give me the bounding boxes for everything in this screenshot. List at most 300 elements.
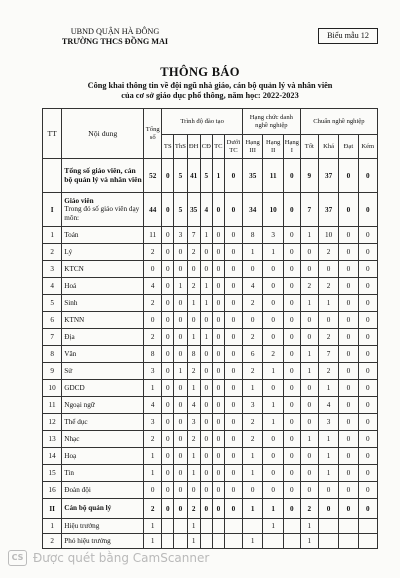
cell-tc: 0	[212, 397, 224, 414]
cell-total: 2	[144, 295, 162, 312]
cell-kha: 0	[318, 312, 338, 329]
cell-dat: 0	[339, 312, 358, 329]
cell-h3: 1	[242, 465, 262, 482]
cell-ts	[162, 534, 174, 549]
table-row	[43, 414, 378, 431]
cell-tot: 1	[300, 431, 318, 448]
cell-tot: 2	[300, 278, 318, 295]
row-label: Nhạc	[62, 431, 144, 448]
cell-dh: 2	[187, 278, 200, 295]
cell-total: 4	[144, 397, 162, 414]
cell-dat: 0	[339, 448, 358, 465]
row-label: KTNN	[62, 312, 144, 329]
cell-tc: 0	[212, 227, 224, 244]
cell-h2: 0	[263, 448, 283, 465]
cell-duoi: 0	[224, 295, 242, 312]
cell-duoi: 0	[224, 312, 242, 329]
cell-h3: 0	[242, 261, 262, 278]
cell-kem: 0	[358, 448, 377, 465]
cell-tot: 1	[300, 534, 318, 549]
cell-total: 1	[144, 519, 162, 534]
cell-total: 0	[144, 261, 162, 278]
row-tt: 9	[43, 363, 62, 380]
cell-tot: 1	[300, 519, 318, 534]
cell-h1	[283, 534, 300, 549]
cell-h1: 0	[283, 431, 300, 448]
cell-tc: 0	[212, 346, 224, 363]
cell-dat: 0	[339, 329, 358, 346]
cell-h2: 3	[263, 227, 283, 244]
cell-h2: 10	[263, 193, 283, 227]
cell-kem: 0	[358, 278, 377, 295]
header-training: Trình độ đào tạo	[162, 109, 243, 135]
cell-h2: 0	[263, 278, 283, 295]
cell-h1: 0	[283, 363, 300, 380]
cell-dat: 0	[339, 380, 358, 397]
cell-h1: 0	[283, 448, 300, 465]
cell-h1: 0	[283, 465, 300, 482]
cell-dh: 1	[187, 448, 200, 465]
row-tt: 2	[43, 244, 62, 261]
row-label-main: Giáo viên	[64, 196, 94, 205]
cell-cd: 1	[200, 227, 212, 244]
row-tt	[43, 159, 62, 193]
cell-h2	[263, 534, 283, 549]
document-subtitle-line1: Công khai thông tin về đội ngũ nhà giáo, cán bộ quản lý và nhân viên	[87, 81, 333, 90]
cell-dh: 3	[187, 414, 200, 431]
cell-cd: 0	[200, 346, 212, 363]
row-label: Sinh	[62, 295, 144, 312]
cell-duoi	[224, 534, 242, 549]
row-label: Sử	[62, 363, 144, 380]
cell-tc: 0	[212, 482, 224, 499]
cell-h1: 0	[283, 414, 300, 431]
cell-duoi: 0	[224, 159, 242, 193]
cell-dh: 0	[187, 482, 200, 499]
cell-h3: 34	[242, 193, 262, 227]
cell-kem: 0	[358, 482, 377, 499]
issuer-school: TRƯỜNG THCS ĐỒNG MAI	[61, 37, 169, 46]
row-label: Đoàn đội	[62, 482, 144, 499]
cell-dat: 0	[339, 227, 358, 244]
cell-dat: 0	[339, 193, 358, 227]
cell-ths: 0	[174, 380, 187, 397]
cell-h2: 0	[263, 380, 283, 397]
cell-tot: 0	[300, 380, 318, 397]
cell-ts: 0	[162, 159, 174, 193]
cell-dh: 2	[187, 363, 200, 380]
cell-kha: 1	[318, 380, 338, 397]
cell-h3: 0	[242, 482, 262, 499]
cell-kha: 1	[318, 448, 338, 465]
table-body	[43, 159, 378, 549]
row-tt: 8	[43, 346, 62, 363]
cell-dat: 0	[339, 159, 358, 193]
cell-h2: 1	[263, 397, 283, 414]
cell-dat	[339, 534, 358, 549]
cell-h2: 0	[263, 431, 283, 448]
cell-dh: 41	[187, 159, 200, 193]
cell-h3: 2	[242, 329, 262, 346]
cell-h3: 4	[242, 278, 262, 295]
cell-total: 8	[144, 346, 162, 363]
cell-tc: 0	[212, 448, 224, 465]
cell-tc	[212, 534, 224, 549]
cell-dat: 0	[339, 346, 358, 363]
row-label: Văn	[62, 346, 144, 363]
cell-kha: 37	[318, 159, 338, 193]
row-tt: 2	[43, 534, 62, 549]
row-label: KTCN	[62, 261, 144, 278]
cell-ts: 0	[162, 431, 174, 448]
table-row	[43, 397, 378, 414]
table-row	[43, 227, 378, 244]
cell-h3	[242, 519, 262, 534]
cell-ts: 0	[162, 295, 174, 312]
cell-h3: 2	[242, 431, 262, 448]
cell-dh: 1	[187, 534, 200, 549]
cell-total: 3	[144, 363, 162, 380]
cell-total: 1	[144, 380, 162, 397]
table-row	[43, 261, 378, 278]
row-label: Ngoại ngữ	[62, 397, 144, 414]
cell-duoi: 0	[224, 363, 242, 380]
cell-ts: 0	[162, 261, 174, 278]
row-tt: 12	[43, 414, 62, 431]
cell-h3: 1	[242, 499, 262, 519]
cell-dat: 0	[339, 295, 358, 312]
staff-table	[42, 108, 378, 549]
cell-kha: 1	[318, 295, 338, 312]
row-label: Hiệu trưởng	[62, 519, 144, 534]
cell-tot: 1	[300, 346, 318, 363]
cell-h3: 2	[242, 363, 262, 380]
cell-duoi: 0	[224, 482, 242, 499]
cell-duoi: 0	[224, 346, 242, 363]
cell-h1: 0	[283, 278, 300, 295]
cell-tot: 0	[300, 465, 318, 482]
cell-duoi: 0	[224, 227, 242, 244]
cell-ths: 0	[174, 346, 187, 363]
cell-duoi: 0	[224, 465, 242, 482]
cell-tot: 0	[300, 261, 318, 278]
cell-dh: 35	[187, 193, 200, 227]
cell-h3: 2	[242, 295, 262, 312]
cell-duoi: 0	[224, 431, 242, 448]
row-tt: I	[43, 193, 62, 227]
cell-kem: 0	[358, 244, 377, 261]
cell-h3: 35	[242, 159, 262, 193]
cell-h2: 1	[263, 499, 283, 519]
cell-kem: 0	[358, 414, 377, 431]
cell-dat: 0	[339, 363, 358, 380]
cell-cd: 1	[200, 295, 212, 312]
cell-cd: 5	[200, 159, 212, 193]
document-subtitle-line2: của cơ sở giáo dục phổ thông, năm học: 2022-2023	[121, 91, 299, 100]
row-tt: 5	[43, 295, 62, 312]
row-label: Phó hiệu trưởng	[62, 534, 144, 549]
table-row	[43, 499, 378, 519]
cell-dat: 0	[339, 482, 358, 499]
form-label-box: Biểu mẫu 12	[318, 28, 378, 44]
cell-tc: 0	[212, 499, 224, 519]
cell-tot: 0	[300, 329, 318, 346]
cell-h1: 0	[283, 380, 300, 397]
cell-ts: 0	[162, 193, 174, 227]
cell-kem: 0	[358, 159, 377, 193]
cell-tc: 0	[212, 431, 224, 448]
header-hang-ii: Hạng II	[263, 135, 283, 159]
row-label	[62, 193, 144, 227]
cell-ths: 0	[174, 482, 187, 499]
cell-kha: 2	[318, 278, 338, 295]
cell-h2: 1	[263, 363, 283, 380]
cell-ts: 0	[162, 465, 174, 482]
cell-tc: 0	[212, 465, 224, 482]
cell-ts: 0	[162, 227, 174, 244]
cell-h2: 0	[263, 295, 283, 312]
table-row	[43, 159, 378, 193]
cell-ths: 0	[174, 448, 187, 465]
cell-ts: 0	[162, 312, 174, 329]
row-tt: 15	[43, 465, 62, 482]
cell-tc: 0	[212, 363, 224, 380]
cell-ths: 1	[174, 363, 187, 380]
header-ts: TS	[162, 135, 174, 159]
cell-kem: 0	[358, 312, 377, 329]
cell-cd: 4	[200, 193, 212, 227]
cell-total: 1	[144, 465, 162, 482]
cell-total: 1	[144, 448, 162, 465]
row-tt: 4	[43, 278, 62, 295]
row-tt: 10	[43, 380, 62, 397]
cell-dat: 0	[339, 397, 358, 414]
cell-h1: 0	[283, 159, 300, 193]
cell-ts	[162, 519, 174, 534]
table-row	[43, 380, 378, 397]
table-row	[43, 244, 378, 261]
row-label: Toán	[62, 227, 144, 244]
cell-cd: 0	[200, 363, 212, 380]
cell-ths: 0	[174, 295, 187, 312]
cell-cd: 0	[200, 465, 212, 482]
cell-duoi: 0	[224, 397, 242, 414]
row-tt: 7	[43, 329, 62, 346]
header-hang-iii: Hạng III	[242, 135, 262, 159]
row-tt: 6	[43, 312, 62, 329]
cell-cd: 0	[200, 397, 212, 414]
scanner-text: Được quét bằng CamScanner	[33, 551, 210, 565]
cell-dh: 1	[187, 519, 200, 534]
cell-cd: 0	[200, 261, 212, 278]
cell-ths: 5	[174, 193, 187, 227]
cell-ts: 0	[162, 397, 174, 414]
cell-cd: 0	[200, 414, 212, 431]
cell-ts: 0	[162, 244, 174, 261]
header-hang-i: Hạng I	[283, 135, 300, 159]
cell-total: 4	[144, 278, 162, 295]
row-tt: 11	[43, 397, 62, 414]
table-row	[43, 346, 378, 363]
cell-dh: 1	[187, 295, 200, 312]
cell-dh: 2	[187, 499, 200, 519]
cell-total: 0	[144, 312, 162, 329]
cell-cd: 0	[200, 448, 212, 465]
cell-ths: 1	[174, 278, 187, 295]
cell-dh: 1	[187, 465, 200, 482]
row-label: Địa	[62, 329, 144, 346]
cell-kem: 0	[358, 295, 377, 312]
cell-tot: 0	[300, 312, 318, 329]
cell-tc: 0	[212, 414, 224, 431]
cell-h3: 2	[242, 414, 262, 431]
cell-kha: 10	[318, 227, 338, 244]
table-row	[43, 312, 378, 329]
cell-h1: 0	[283, 227, 300, 244]
cell-kem: 0	[358, 380, 377, 397]
cell-cd	[200, 534, 212, 549]
cell-dh: 8	[187, 346, 200, 363]
cell-dat: 0	[339, 278, 358, 295]
cell-cd: 0	[200, 380, 212, 397]
cell-h2: 0	[263, 261, 283, 278]
cell-total: 2	[144, 499, 162, 519]
cell-kem: 0	[358, 261, 377, 278]
header-content: Nội dung	[62, 109, 144, 159]
cell-tc: 1	[212, 159, 224, 193]
cell-h2: 1	[263, 244, 283, 261]
cell-kem: 0	[358, 227, 377, 244]
cell-ts: 0	[162, 346, 174, 363]
header-kha: Khá	[318, 135, 338, 159]
cell-h1: 0	[283, 482, 300, 499]
cell-kem: 0	[358, 499, 377, 519]
cell-duoi: 0	[224, 244, 242, 261]
row-label: Hoá	[62, 278, 144, 295]
cell-cd	[200, 519, 212, 534]
cell-total: 2	[144, 244, 162, 261]
table-row	[43, 482, 378, 499]
cell-h2: 11	[263, 159, 283, 193]
cell-tc: 0	[212, 278, 224, 295]
cell-h1: 0	[283, 312, 300, 329]
cell-tc: 0	[212, 329, 224, 346]
cell-h1: 0	[283, 193, 300, 227]
cell-kha: 1	[318, 431, 338, 448]
cell-ths: 0	[174, 329, 187, 346]
cell-total: 0	[144, 482, 162, 499]
table-row	[43, 193, 378, 227]
cell-h1: 0	[283, 329, 300, 346]
cell-ths: 0	[174, 397, 187, 414]
cell-tc: 0	[212, 312, 224, 329]
cell-dh: 0	[187, 261, 200, 278]
cell-total: 11	[144, 227, 162, 244]
cell-ths: 0	[174, 431, 187, 448]
row-label: Tin	[62, 465, 144, 482]
cell-kha: 0	[318, 499, 338, 519]
cell-kha: 4	[318, 397, 338, 414]
cell-kha: 2	[318, 244, 338, 261]
cell-ts: 0	[162, 278, 174, 295]
cell-dh: 2	[187, 244, 200, 261]
row-label-note: Trong đó số giáo viên dạy môn:	[64, 205, 140, 222]
row-tt: 14	[43, 448, 62, 465]
cell-dh: 1	[187, 380, 200, 397]
cell-tot: 7	[300, 193, 318, 227]
row-tt: 1	[43, 519, 62, 534]
header-tc: TC	[212, 135, 224, 159]
issuer-block	[50, 27, 180, 47]
cell-ts: 0	[162, 329, 174, 346]
cell-duoi: 0	[224, 448, 242, 465]
table-row	[43, 465, 378, 482]
cell-ths: 0	[174, 312, 187, 329]
cell-kha: 2	[318, 363, 338, 380]
table-row	[43, 519, 378, 534]
cell-h1: 0	[283, 295, 300, 312]
cell-h3: 1	[242, 448, 262, 465]
cell-h2: 0	[263, 329, 283, 346]
cell-cd: 0	[200, 244, 212, 261]
cell-ths: 3	[174, 227, 187, 244]
cell-h2: 0	[263, 465, 283, 482]
cell-ts: 0	[162, 414, 174, 431]
cell-tc: 0	[212, 261, 224, 278]
cell-dat: 0	[339, 261, 358, 278]
header-tt: TT	[43, 109, 62, 159]
cell-dat: 0	[339, 499, 358, 519]
cell-ts: 0	[162, 448, 174, 465]
cell-kha: 7	[318, 346, 338, 363]
cell-h3: 1	[242, 534, 262, 549]
cell-kha: 0	[318, 482, 338, 499]
cell-ths: 0	[174, 465, 187, 482]
cell-dh: 2	[187, 431, 200, 448]
cell-dat: 0	[339, 244, 358, 261]
cell-kha: 0	[318, 261, 338, 278]
cell-duoi	[224, 519, 242, 534]
cell-tot: 1	[300, 295, 318, 312]
cell-h1: 0	[283, 397, 300, 414]
cell-kem: 0	[358, 329, 377, 346]
cell-kha: 1	[318, 465, 338, 482]
cell-tot: 9	[300, 159, 318, 193]
cell-kem	[358, 534, 377, 549]
table-row	[43, 448, 378, 465]
cell-kem: 0	[358, 431, 377, 448]
cell-ths: 0	[174, 244, 187, 261]
table-row	[43, 295, 378, 312]
row-tt: 3	[43, 261, 62, 278]
cell-duoi: 0	[224, 193, 242, 227]
table-row	[43, 363, 378, 380]
row-tt: 13	[43, 431, 62, 448]
cell-kha: 3	[318, 414, 338, 431]
cell-h1: 0	[283, 244, 300, 261]
cell-dat: 0	[339, 431, 358, 448]
cell-kem: 0	[358, 346, 377, 363]
cell-dh: 7	[187, 227, 200, 244]
header-cd: CĐ	[200, 135, 212, 159]
issuer-org: UBND QUẬN HÀ ĐÔNG	[70, 27, 160, 36]
table-row	[43, 278, 378, 295]
cell-kha: 37	[318, 193, 338, 227]
cell-ts: 0	[162, 363, 174, 380]
cell-tc: 0	[212, 380, 224, 397]
cell-h1: 0	[283, 499, 300, 519]
cell-total: 52	[144, 159, 162, 193]
